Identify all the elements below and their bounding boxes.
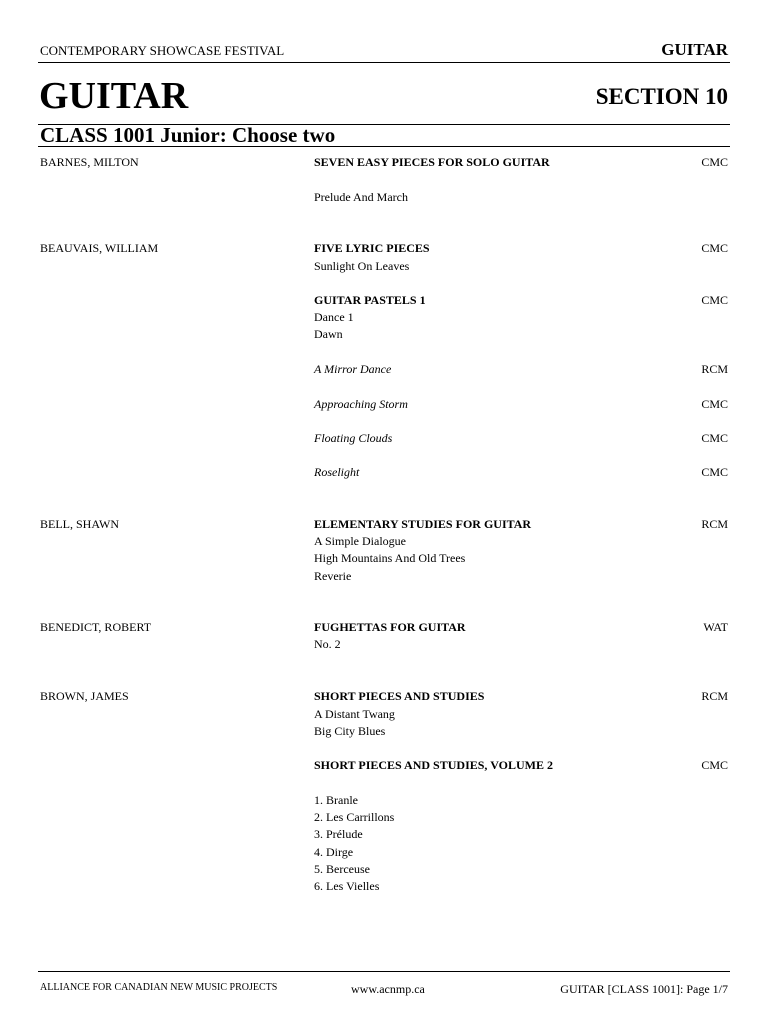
footer-page-number: GUITAR [CLASS 1001]: Page 1/7 bbox=[560, 982, 728, 996]
composer-name: BEAUVAIS, WILLIAM bbox=[40, 241, 159, 255]
instrument-label-top: GUITAR bbox=[661, 40, 728, 59]
movement-title: A Distant Twang bbox=[314, 707, 395, 721]
footer-organization: ALLIANCE FOR CANADIAN NEW MUSIC PROJECTS bbox=[40, 982, 278, 993]
page-title: GUITAR bbox=[39, 75, 189, 117]
publisher-code: CMC bbox=[701, 241, 728, 255]
movement-title: Big City Blues bbox=[314, 724, 386, 738]
movement-title: Sunlight On Leaves bbox=[314, 259, 410, 273]
composer-name: BARNES, MILTON bbox=[40, 155, 139, 169]
movement-title: A Simple Dialogue bbox=[314, 534, 406, 548]
section-number: SECTION 10 bbox=[595, 84, 728, 109]
festival-name: CONTEMPORARY SHOWCASE FESTIVAL bbox=[40, 43, 285, 58]
movement-title: 1. Branle bbox=[314, 793, 358, 807]
work-title: SHORT PIECES AND STUDIES bbox=[314, 689, 485, 703]
work-title: SEVEN EASY PIECES FOR SOLO GUITAR bbox=[314, 155, 550, 169]
publisher-code: RCM bbox=[701, 517, 728, 531]
single-piece-title: Approaching Storm bbox=[314, 397, 408, 411]
single-piece-title: A Mirror Dance bbox=[314, 362, 392, 376]
work-title: SHORT PIECES AND STUDIES, VOLUME 2 bbox=[314, 758, 553, 772]
movement-title: High Mountains And Old Trees bbox=[314, 551, 466, 565]
composer-name: BENEDICT, ROBERT bbox=[40, 620, 152, 634]
footer-rule bbox=[38, 971, 730, 972]
movement-title: 4. Dirge bbox=[314, 845, 354, 859]
movement-title: Dance 1 bbox=[314, 310, 354, 324]
publisher-code: WAT bbox=[703, 620, 728, 634]
publisher-code: CMC bbox=[701, 758, 728, 772]
publisher-code: CMC bbox=[701, 293, 728, 307]
movement-title: 2. Les Carrillons bbox=[314, 810, 395, 824]
footer-url: www.acnmp.ca bbox=[351, 982, 425, 996]
class-title: CLASS 1001 Junior: Choose two bbox=[40, 123, 336, 147]
movement-title: No. 2 bbox=[314, 637, 341, 651]
movement-title: 5. Berceuse bbox=[314, 862, 370, 876]
header-rule bbox=[38, 62, 730, 63]
work-title: FIVE LYRIC PIECES bbox=[314, 241, 430, 255]
single-piece-title: Floating Clouds bbox=[314, 431, 393, 445]
composer-name: BELL, SHAWN bbox=[40, 517, 120, 531]
movement-title: 6. Les Vielles bbox=[314, 879, 380, 893]
movement-title: Reverie bbox=[314, 569, 352, 583]
publisher-code: RCM bbox=[701, 689, 728, 703]
composer-name: BROWN, JAMES bbox=[40, 689, 129, 703]
work-title: ELEMENTARY STUDIES FOR GUITAR bbox=[314, 517, 532, 531]
publisher-code: CMC bbox=[701, 465, 728, 479]
movement-title: Dawn bbox=[314, 327, 343, 341]
publisher-code: CMC bbox=[701, 155, 728, 169]
publisher-code: RCM bbox=[701, 362, 728, 376]
class-rule bbox=[38, 146, 730, 147]
movement-title: Prelude And March bbox=[314, 190, 408, 204]
publisher-code: CMC bbox=[701, 431, 728, 445]
movement-title: 3. Prélude bbox=[314, 827, 363, 841]
work-title: GUITAR PASTELS 1 bbox=[314, 293, 426, 307]
publisher-code: CMC bbox=[701, 397, 728, 411]
single-piece-title: Roselight bbox=[314, 465, 360, 479]
work-title: FUGHETTAS FOR GUITAR bbox=[314, 620, 466, 634]
